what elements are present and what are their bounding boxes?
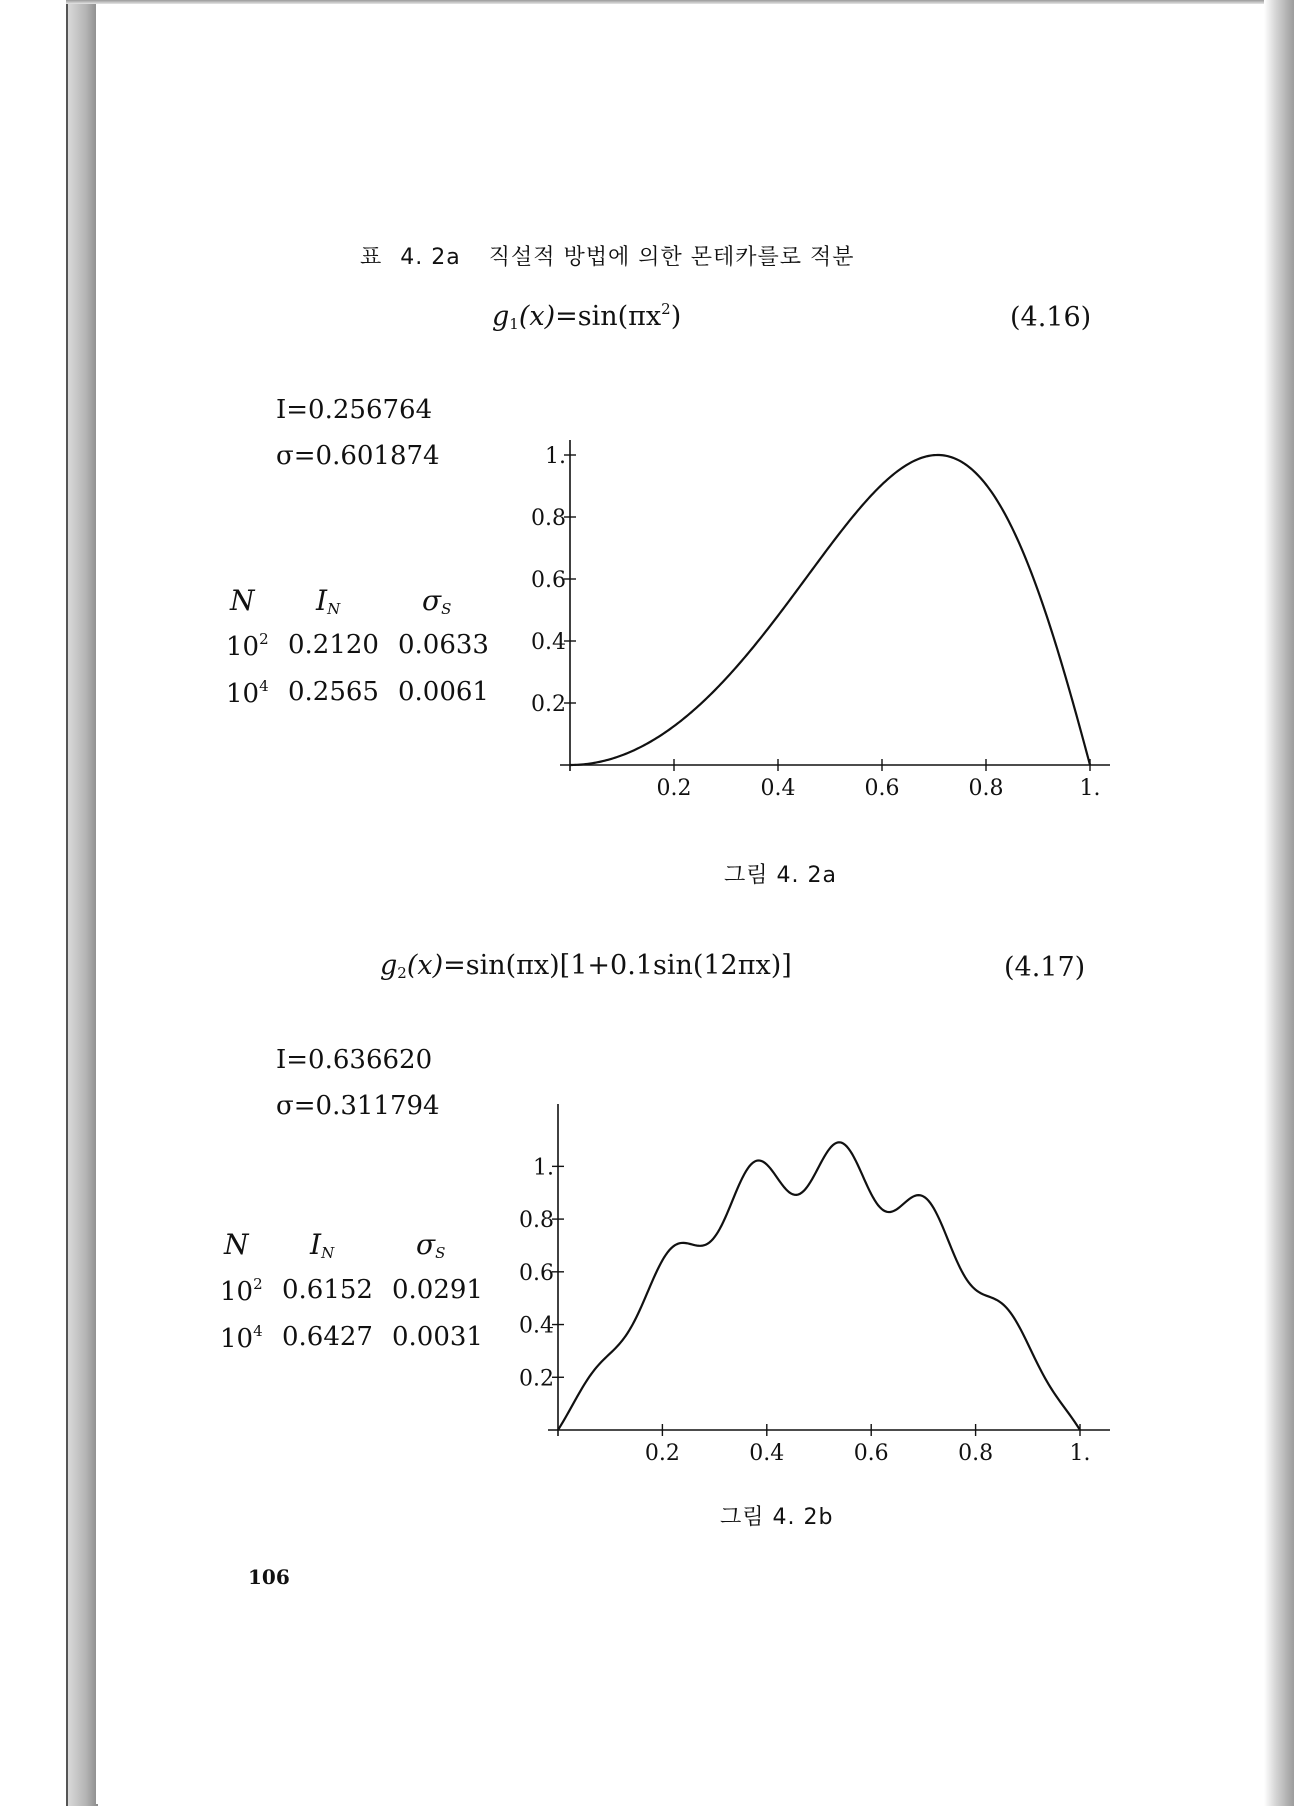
sigma-value-b: σ=0.311794 (276, 1091, 440, 1121)
equation-a (492, 300, 681, 333)
y-tick-label: 0.2 (519, 1366, 554, 1392)
header-in: $I_N$ (310, 1228, 335, 1262)
cell-sigma-s: 0.0031 (392, 1322, 483, 1352)
table-row (226, 677, 489, 709)
cell-sigma-s: 0.0061 (398, 677, 489, 707)
chart-b (500, 1090, 1110, 1485)
x-tick-label: 0.6 (853, 1441, 889, 1466)
sigma-value-a: σ=0.601874 (276, 441, 440, 471)
equation-a-sub: 1 (509, 315, 519, 333)
equation-a-sup: 2 (661, 300, 671, 318)
table-row (220, 1322, 483, 1354)
cell-n: $10^4$ (226, 677, 269, 709)
equation-b-body: =sin(πx)[1+0.1sin(12πx)] (443, 950, 792, 981)
page (96, 4, 1264, 1804)
table-row (220, 1275, 483, 1307)
cell-n: $10^2$ (226, 630, 269, 662)
equation-b-func: g (380, 950, 398, 981)
book-edge (66, 0, 98, 1806)
table-title (360, 240, 855, 271)
chart-a (510, 430, 1110, 830)
y-tick-label: 0.6 (519, 1260, 554, 1286)
table-title-number: 4. 2a (400, 245, 461, 270)
x-tick-label: 0.8 (968, 776, 1004, 801)
table-row (226, 630, 489, 662)
x-tick-label: 1. (1069, 1441, 1091, 1466)
y-tick-label: 0.6 (531, 568, 566, 593)
equation-b-sub: 2 (397, 964, 407, 982)
cell-in: 0.2565 (288, 677, 379, 707)
y-tick-label: 0.4 (531, 630, 566, 655)
x-tick-label: 0.2 (644, 1441, 680, 1466)
y-tick-label: 0.8 (519, 1208, 554, 1234)
equation-a-func: g (492, 301, 510, 332)
y-tick-label: 0.4 (519, 1313, 554, 1339)
cell-in: 0.2120 (288, 630, 379, 660)
figure-caption-a: 그림 4. 2a (724, 863, 837, 888)
y-tick-label: 1. (545, 444, 566, 469)
cell-in: 0.6427 (282, 1322, 373, 1352)
header-sigma-s: $\sigma_S$ (422, 584, 452, 618)
x-tick-label: 0.8 (958, 1441, 994, 1466)
header-n: N (224, 1228, 249, 1261)
equation-a-arg: (x) (518, 301, 556, 332)
cell-in: 0.6152 (282, 1275, 373, 1305)
x-tick-label: 0.2 (656, 776, 692, 801)
series-line (570, 455, 1090, 765)
equation-a-number: (4.16) (1010, 302, 1092, 333)
integral-value-a: I=0.256764 (276, 395, 433, 425)
cell-n: $10^4$ (220, 1322, 263, 1354)
page-shadow (1264, 0, 1294, 1806)
x-tick-label: 1. (1079, 776, 1101, 801)
cell-sigma-s: 0.0291 (392, 1275, 483, 1305)
header-n: N (230, 584, 255, 617)
x-tick-label: 0.6 (864, 776, 900, 801)
table-title-prefix: 표 (360, 245, 383, 270)
series-line (558, 1142, 1080, 1430)
table-title-text: 직설적 방법에 의한 몬테카를로 적분 (488, 245, 855, 270)
integral-value-b: I=0.636620 (276, 1045, 433, 1075)
header-sigma-s: $\sigma_S$ (416, 1228, 446, 1262)
cell-n: $10^2$ (220, 1275, 263, 1307)
page-number: 106 (248, 1565, 290, 1589)
cell-sigma-s: 0.0633 (398, 630, 489, 660)
y-tick-label: 0.2 (531, 692, 566, 717)
equation-a-body: =sin(πx (555, 301, 662, 332)
equation-b (380, 950, 792, 982)
equation-b-arg: (x) (406, 950, 444, 981)
y-tick-label: 1. (533, 1155, 554, 1181)
header-in: $I_N$ (316, 584, 341, 618)
figure-caption-b: 그림 4. 2b (720, 1505, 834, 1530)
y-tick-label: 0.8 (531, 506, 566, 531)
equation-b-number: (4.17) (1004, 952, 1086, 983)
equation-a-close: ) (670, 301, 682, 332)
x-tick-label: 0.4 (749, 1441, 785, 1466)
results-table-b (220, 1228, 500, 1274)
x-tick-label: 0.4 (760, 776, 796, 801)
